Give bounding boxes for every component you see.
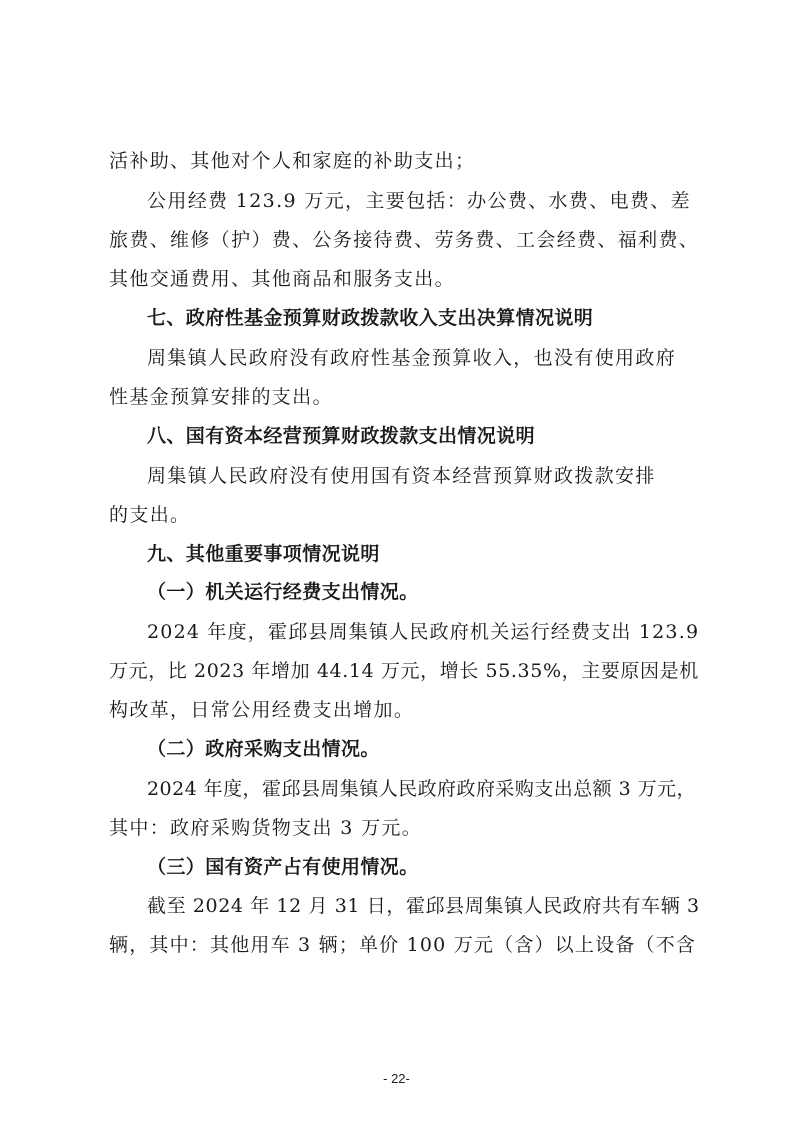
- page-number: - 22-: [383, 1071, 410, 1086]
- paragraph-line: 截至 2024 年 12 月 31 日，霍邱县周集镇人民政府共有车辆 3: [147, 895, 700, 917]
- paragraph-line: 辆，其中：其他用车 3 辆；单价 100 万元（含）以上设备（不含: [109, 934, 697, 956]
- paragraph-line: 周集镇人民政府没有政府性基金预算收入，也没有使用政府: [147, 347, 677, 369]
- subsection-heading-1: （一）机关运行经费支出情况。: [147, 581, 419, 603]
- section-heading-9: 九、其他重要事项情况说明: [147, 543, 380, 565]
- paragraph-line: 性基金预算安排的支出。: [109, 386, 333, 408]
- paragraph-line: 其他交通费用、其他商品和服务支出。: [109, 268, 455, 290]
- section-heading-7: 七、政府性基金预算财政拨款收入支出决算情况说明: [147, 307, 594, 329]
- paragraph-line: 的支出。: [109, 504, 191, 526]
- paragraph-line: 2024 年度，霍邱县周集镇人民政府政府采购支出总额 3 万元，: [147, 778, 696, 800]
- paragraph-line: 活补助、其他对个人和家庭的补助支出；: [109, 150, 476, 172]
- section-heading-8: 八、国有资本经营预算财政拨款支出情况说明: [147, 425, 536, 447]
- paragraph-line: 其中：政府采购货物支出 3 万元。: [109, 817, 423, 839]
- subsection-heading-2: （二）政府采购支出情况。: [147, 738, 380, 760]
- paragraph-line: 万元，比 2023 年增加 44.14 万元，增长 55.35%，主要原因是机: [109, 660, 699, 682]
- paragraph-line: 旅费、维修（护）费、公务接待费、劳务费、工会经费、福利费、: [109, 229, 700, 251]
- paragraph-line: 2024 年度，霍邱县周集镇人民政府机关运行经费支出 123.9: [147, 621, 700, 643]
- paragraph-line: 周集镇人民政府没有使用国有资本经营预算财政拨款安排: [147, 465, 656, 487]
- paragraph-line: 公用经费 123.9 万元，主要包括：办公费、水费、电费、差: [147, 190, 691, 212]
- subsection-heading-3: （三）国有资产占有使用情况。: [147, 856, 419, 878]
- paragraph-line: 构改革，日常公用经费支出增加。: [109, 699, 415, 721]
